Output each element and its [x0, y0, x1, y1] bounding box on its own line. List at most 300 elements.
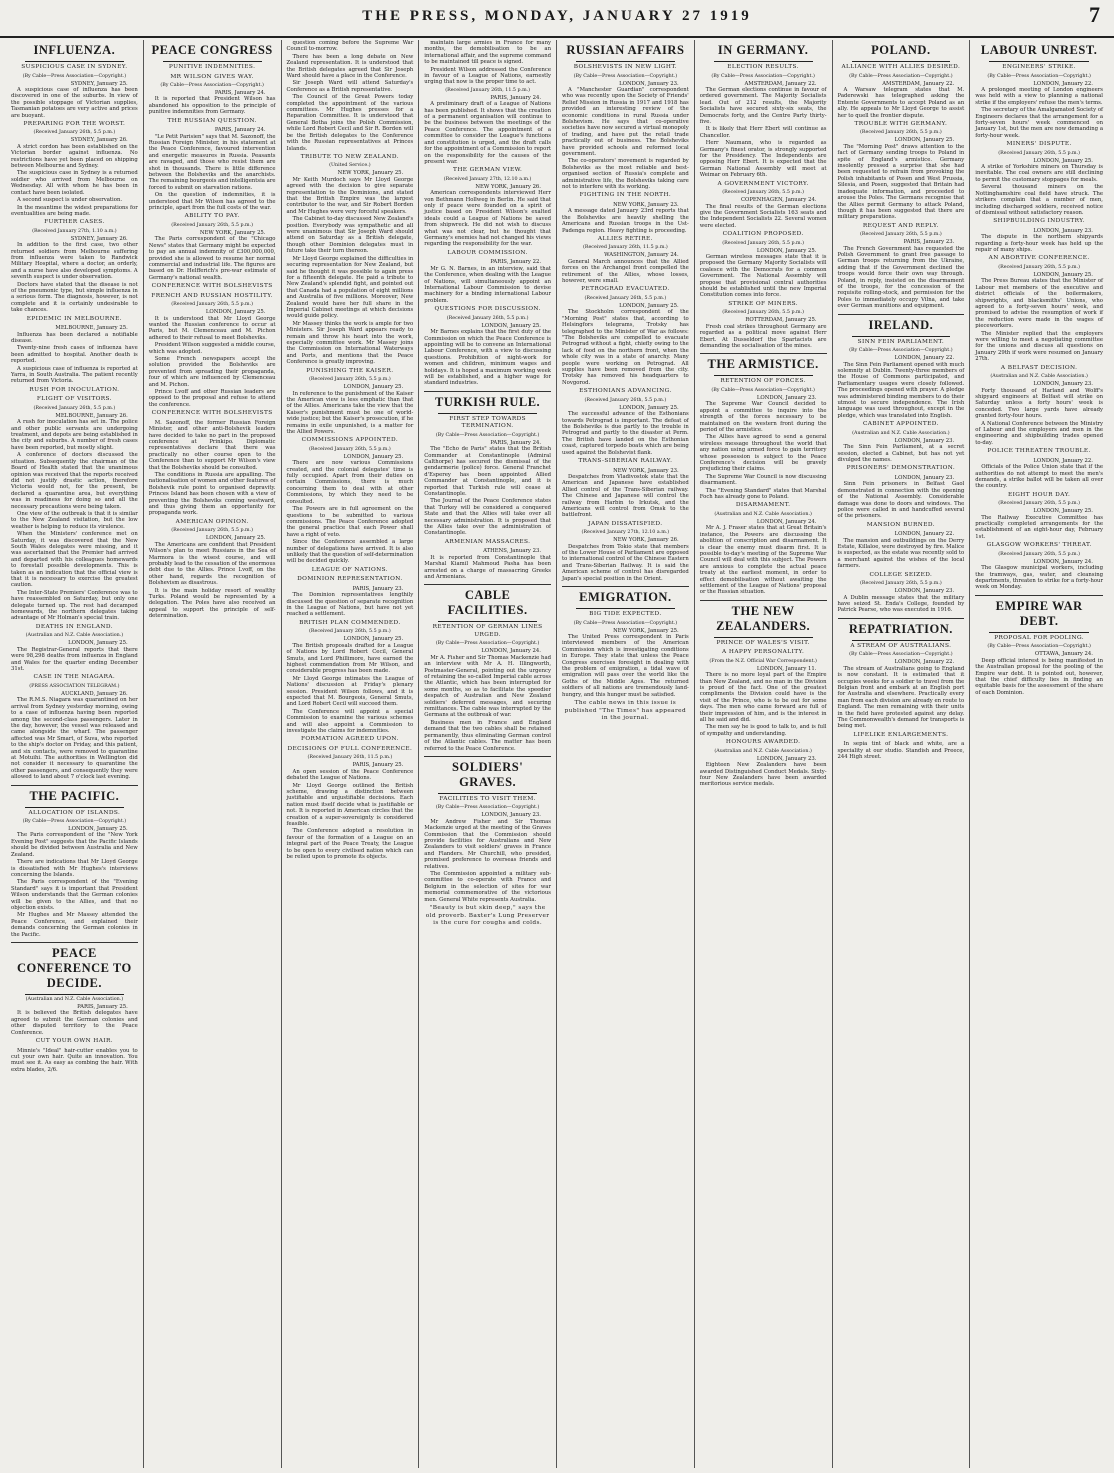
dateline: LONDON, January 22. [1033, 80, 1093, 87]
story-block [287, 567, 414, 575]
dateline: LONDON, January 23. [756, 394, 817, 401]
paragraph: The Minister replied that the employers were willing to meet a negotiating committee for the unions and discuss all questions on January 29th if work were resumed on January 27th. [975, 330, 1103, 363]
cable-credit: (Australian and N.Z. Cable Association.) [25, 996, 124, 1002]
story-block [11, 624, 138, 632]
article-headline: IRELAND. [868, 317, 934, 332]
paragraph: It is reported that President Wilson has abandoned his opposition to the principle of punitive indemnities from Germany. [148, 96, 276, 116]
sub-headline: "Beauty is but skin deep," says the old proverb. Baxter's Lung Preserver is the cure for coughs and colds. [425, 905, 550, 927]
paragraph: On the question of indemnities, it is understood that Mr Wilson has agreed to the principle, apart from the full costs of the war. [148, 192, 276, 211]
paragraph: President Wilson suggested a middle course, which was adopted. [148, 342, 276, 355]
story-block [11, 64, 138, 72]
story-block [424, 306, 551, 314]
story-block [149, 74, 276, 82]
paragraph: A Dublin message states that the military have seized St. Enda's College, founded by Patrick Pearse, who was executed in 1916. [837, 594, 965, 614]
paragraph: The Journal of the Peace Conference states that Turkey will be considered a conquered State and that the Allies will take over all necessary administration. It is proposed that the Allies take over the administration of Constantinople. [424, 498, 551, 537]
paragraph: A rush for inoculation has set in. The police and other public servants are undergoing treatment, and depots are being established in the city and suburbs. A number of fresh cases have been reported, but mostly slight. [11, 419, 138, 451]
sub-headline: MINERS' DISPUTE. [1006, 141, 1072, 148]
paragraph: The final results of the German elections give the Government Socialists 163 seats and the Independent Socialists 22. Several women were elected. [699, 203, 827, 229]
paragraph: The British proposals drafted for a League of Nations by Lord Robert Cecil, General Smuts, and Lord Phillimore, have earned the highest commendation from Mr Wilson, and considerable progress has been made. [286, 642, 414, 675]
story-block [424, 624, 551, 639]
column-5 [557, 40, 695, 1468]
sub-headline: PUNISHING THE KAISER. [306, 367, 394, 374]
sub-headline: COMMISSIONS APPOINTED. [301, 437, 399, 444]
story-block [700, 649, 827, 657]
article [700, 43, 827, 349]
story-block [700, 378, 827, 386]
paragraph: The "Morning Post" draws attention to the fact of Germany sending troops to Poland in spite of England's armistice. Germany insolently pressed a surprise that she had been requested to refrain from provoking the Polish inhabitants of Posen and West Prussia, Silesia, and Posen, suggested that Britain had inadequate information, and proceeded to arouse the Poles. The Germans recognise that the Allies permit Germany to attack Poland, though it has been suggested that there are military preparations. [837, 143, 965, 221]
sub-headline: FACILITIES TO VISIT THEM. [439, 795, 536, 802]
story-block [838, 232, 965, 309]
dateline: WASHINGTON, January 24. [604, 252, 679, 259]
headline-rule [438, 793, 537, 794]
dateline: LONDON, January 24. [756, 518, 817, 525]
dateline: SYDNEY, January 26. [70, 235, 128, 242]
article-headline: POLAND. [871, 43, 931, 57]
dateline: SYDNEY, January 25. [70, 80, 128, 87]
paragraph: A message dated January 23rd reports that the Bolsheviks are heavily shelling the Americans and Russian troops in the Ust-Padenga region. Heavy fighting is proceeding. [562, 208, 689, 234]
sub-headline: CASE IN THE NIAGARA. [33, 674, 116, 681]
column-7 [833, 40, 971, 1468]
dateline: LONDON, January 25. [1033, 508, 1093, 515]
story-block [149, 64, 276, 72]
story-block [700, 74, 827, 179]
story-block [975, 635, 1103, 643]
divider [700, 600, 827, 601]
divider [424, 584, 551, 585]
story-block [562, 245, 689, 284]
dateline: LONDON, January 25. [68, 826, 128, 833]
sub-headline: PUNITIVE INDEMNITIES. [168, 64, 256, 70]
dateline: LONDON, January 25. [619, 302, 679, 309]
story-block [287, 163, 414, 365]
story-block [562, 286, 689, 294]
paragraph: The Cabinet to-day discussed New Zealand's position. Everybody was sympathetic and all were unanimous that Sir Joseph Ward should attend on Saturday as a British delegate, though other Dominion delegates must in future take their turn thereon. [286, 216, 414, 255]
paragraph: Deep official interest is being manifested in the Australian proposal for the pooling of the Empire war debt. It is pointed out, however, that the chief difficulty lies in finding an equitable basis for the assessment of the share of each Dominion. [975, 657, 1103, 696]
sub-headline: PREPARING FOR THE WORST. [23, 120, 126, 127]
story-block [838, 465, 965, 473]
paragraph: The successful advance of the Esthonians towards Petrograd is important. The defeat of the Bolsheviks is due partly to the trouble in Petrograd and partly to the disaster at Perm. The British have landed on the Esthonian coast, captured torpedo boats which are being used against the Bolshevist flank. [562, 411, 689, 456]
article [838, 314, 965, 614]
cable-credit: (Received January 26th, 5.5 p.m.) [309, 377, 391, 383]
story-block [149, 127, 276, 211]
headline-rule [163, 61, 262, 62]
story-block [838, 223, 965, 231]
divider [11, 942, 138, 943]
paragraph: "Le Petit Parisien" says that M. Sazonoff, the Russian Foreign Minister, in his statement at the Peace Conference, favoured intervention and energetic measures in Russia. Peasants are ravaged, and those who resist them are shot in thousands. There is little difference between the Bolsheviks and the anarchists. The remaining bourgeois and intelligentsia are forced to submit on starvation rations. [148, 133, 276, 191]
story-block [700, 739, 827, 747]
story-block [838, 64, 965, 72]
article-headline: REPATRIATION. [848, 621, 953, 636]
dateline: COPENHAGEN, January 24. [740, 197, 817, 204]
story-block [149, 528, 276, 619]
dateline: LONDON, January 23. [894, 474, 955, 481]
article [975, 43, 1103, 591]
story-block [424, 539, 551, 547]
story-block [838, 475, 965, 520]
story-block [838, 741, 965, 760]
cable-credit: (Received January 26th, 5.5 p.m.) [584, 397, 667, 403]
sub-headline: A BELFAST DECISION. [1000, 364, 1078, 371]
headline-rule [25, 61, 124, 62]
story-block [287, 586, 414, 618]
paragraph: There are indications that Mr Lloyd George is dissatisfied with Mr Hughes's interviews concerning the Islands. [11, 859, 138, 878]
article-headline: LABOUR UNREST. [980, 43, 1098, 57]
paragraph: In sepia tint of black and white, are a speciality at our studio. Standish and Preece, 244 High street. [837, 741, 965, 761]
cable-credit: (Received January 26th, 5.5 p.m.) [309, 446, 391, 452]
story-block [838, 421, 965, 429]
paragraph: A strike of Yorkshire miners on Thursday is inevitable. The coal owners are still declining to permit the customary stoppages for meals. [975, 164, 1103, 183]
divider [424, 756, 551, 757]
paragraph: It is the main holiday resort of wealthy Turks. Poland would be represented by a delegation. The Poles have also received an appeal to support the principle of self-determination. [148, 587, 276, 620]
story-block [11, 396, 138, 404]
story-block [838, 522, 965, 530]
cable-credit: (By Cable—Press Association—Copyright.) [711, 387, 815, 393]
cable-credit: (By Cable—Press Association—Copyright.) [160, 83, 264, 88]
headline-rule [852, 336, 951, 337]
story-block [562, 398, 689, 456]
story-block [287, 755, 414, 860]
cable-credit: (By Cable—Press Association—Copyright.) [987, 73, 1091, 79]
article [287, 40, 414, 860]
headline-rule [714, 61, 813, 62]
story-block [975, 228, 1103, 254]
story-block [975, 448, 1103, 456]
article-headline: SOLDIERS' GRAVES. [452, 759, 524, 789]
cable-credit: (Australian and N.Z. Cable Association.) [714, 511, 812, 517]
dateline: NEW YORK, January 23. [613, 467, 679, 474]
sub-headline: SINN FEIN PARLIAMENT. [857, 338, 945, 345]
dateline: ATHENS, January 23. [483, 548, 541, 555]
story-block [975, 644, 1103, 696]
sub-headline: PRISONERS' DEMONSTRATION. [846, 465, 956, 472]
story-block [562, 611, 689, 619]
paragraph: Mr A. J. Fraser states that at Great Britain's instance, the Powers are discussing the abolition of conscription and disarmament. It is clear the enemy must disarm first. It is possible to-day's meeting of the Supreme War Council will deal with this subject. The Powers are anxious to complete the actual peace treaty at the earliest moment, in order to effect demobilisation without awaiting the settlement of the League of Nations' proposal or the Russian situation. [699, 525, 827, 596]
paragraph: There is no more loyal part of the Empire than New Zealand, and no man in the Division is proud of the fact. One of the greatest compliments the Division could have is the visit of the Prince, who is to be out for some days. The men who came forward are full of their impression of him, and is the interest in all he said and did. [699, 672, 827, 724]
article [424, 40, 551, 387]
story-block [838, 339, 965, 347]
dateline: LONDON, January 22. [894, 531, 955, 538]
story-block [838, 74, 965, 119]
sub-headline: FURTHER CASES. [44, 219, 105, 226]
cable-credit: (Received January 26th, 11.5 p.m.) [582, 245, 668, 251]
story-block [424, 88, 551, 165]
story-block [424, 259, 551, 304]
sub-headline: ENGINEERS' STRIKE. [1002, 64, 1076, 70]
paragraph: There are now various Commissions created, and the colonial delegates' time is fully occupied. Apart from their duties on certain Commissions, there is much concerning them to deal with at other Commissions, by which they need to be consulted. [286, 460, 414, 505]
article [424, 584, 551, 752]
cable-credit: (Received January 26th, 5.5 p.m.) [33, 130, 116, 136]
dateline: LONDON, January 25. [205, 309, 266, 316]
dateline: NEW YORK, January 26. [613, 537, 679, 544]
cable-credit: (Received January 27th, 12.10 a.m.) [443, 176, 532, 182]
story-block [562, 296, 689, 386]
article-headline: THE ARMISTICE. [707, 357, 819, 372]
cable-credit: (By Cable—Press Association—Copyright.) [849, 652, 953, 658]
story-block [700, 64, 827, 72]
story-block [562, 621, 689, 698]
story-block [975, 141, 1103, 149]
sub-headline: PROPOSAL FOR POOLING. [994, 634, 1085, 641]
dateline: LONDON, January 23. [1033, 381, 1093, 388]
cable-credit: (Received January 27th, 1.10 a.m.) [32, 228, 117, 234]
paragraph: It is likely that Herr Ebert will continue as Chancellor. [699, 126, 827, 139]
article-headline: INFLUENZA. [33, 43, 116, 57]
sub-headline: ELECTION RESULTS. [727, 64, 799, 70]
story-block [700, 301, 827, 309]
sub-headline: REQUEST AND REPLY. [862, 222, 939, 229]
story-block [700, 749, 827, 788]
paragraph: Prince Lvoff and other Russian leaders are opposed to the proposal and refuse to attend the conference. [148, 389, 276, 408]
column-3 [282, 40, 420, 1468]
paragraph: A Warsaw telegram states that M. Paderewski has telegraphed asking the Entente Governments to accept Poland as an ally. He appeals to Mr Lloyd George to assist her to quell the frontier dispute. [837, 86, 965, 119]
dateline: ROTTERDAM, January 25. [745, 317, 817, 324]
paragraph: Mr Lloyd George intimates the League of Nations' discussion at Friday's plenary session. President Wilson follows, and it is expected that M. Bourgeois, General Smuts, and Lord Robert Cecil will succeed them. [286, 675, 414, 708]
paragraph: Mr Barnes explains that the first duty of the Commission on which the Peace Conference is appointing will be to convene an International Labour Conference, with a view to discussing questions. Prohibition of night-work for women and children, minimum wages and holidays. It is hoped a maximum working week will be established, and a higher wage for standard industries. [424, 329, 551, 387]
paragraph: Despatches from Tokio state that members of the Lower House of Parliament are opposed to international control of the Chinese Eastern and Trans-Siberian Railway. It is said the American scheme of control has disregarded Japan's special position in the Orient. [562, 543, 689, 582]
page-number: 7 [1089, 2, 1100, 27]
cable-credit: (Received January 26th, 5.5 p.m.) [860, 130, 942, 136]
paragraph: The Council of the Great Powers today completed the appointment of the various committees. Mr Hughes presses for a Reparation Committee. It is understood that General Botha joins the Polish Commission, while Lord Robert Cecil and Sir R. Borden will be the British delegates to the Conference with the Russian representatives at Princes Islands. [286, 94, 414, 152]
article [562, 586, 689, 722]
story-block [424, 796, 551, 804]
sub-headline: ABILITY TO PAY. [184, 213, 240, 220]
dateline: MELBOURNE, January 26. [55, 412, 128, 419]
paragraph: Twenty-nine fresh cases of influenza have been admitted to hospital. Another death is reported. [11, 345, 138, 365]
sub-headline: FORMATION AGREED UPON. [300, 736, 399, 743]
sub-headline: THE GERMAN VIEW. [453, 167, 523, 174]
sub-headline: THE RUSSIAN QUESTION. [167, 117, 257, 124]
headline-rule [852, 640, 951, 641]
story-block [700, 241, 827, 299]
cable-credit: (Received January 26th, 5.5 p.m.) [860, 232, 942, 238]
paragraph: A National Conference between the Ministry of Labour and the employers and men in the engineering and shipbuilding trades opened to-day. [975, 420, 1103, 446]
sub-headline: DECISIONS OF FULL CONFERENCE. [287, 745, 413, 752]
paragraph: Mr Hughes and Mr Massey attended the Peace Conference, and explained their demands concerning the German colonies in the Pacific. [11, 912, 138, 938]
dateline: LONDON, January 25. [68, 640, 128, 647]
paragraph: Forty thousand of Harland and Wolff's shipyard engineers at Belfast will strike on Saturday unless a forty hours' week is conceded. Two large yards have already granted forty-four hours. [975, 387, 1103, 420]
story-block [149, 519, 276, 527]
dateline: PARIS, January 24. [214, 90, 266, 96]
story-block [424, 177, 551, 248]
story-block [838, 652, 965, 729]
sub-headline: LEAGUE OF NATIONS. [311, 566, 388, 573]
cable-credit: (By Cable—Press Association—Copyright.) [987, 644, 1091, 650]
paragraph: The suspicious case in Sydney is a returned soldier who arrived from Melbourne on Wednesday. All with whom he has been in contact have been isolated. [11, 170, 138, 196]
dateline: NEW YORK, January 26. [475, 183, 541, 190]
sub-headline: STRIKE OF MINERS. [728, 300, 799, 307]
paragraph: A strict cordon has been established on the Victorian border against influenza. No restrictions have yet been placed on shipping between Melbourne and Sydney. [11, 143, 138, 170]
paragraph: The conditions in Russia are appalling. The nationalisation of women and other features of Bolshevik rule point to organised depravity. Princes Island has been chosen with a view of preventing the Bolsheviks coming westward, and thus giving them an opportunity for propaganda work. [148, 472, 276, 517]
cable-credit: (Received January 26th, 5.5 p.m.) [33, 405, 116, 411]
sub-headline: FRENCH AND RUSSIAN HOSTILITY. [151, 292, 273, 299]
dateline: LONDON, January 25. [756, 247, 817, 254]
story-block [975, 374, 1103, 446]
story-block [838, 572, 965, 580]
dateline: LONDON, January 22. [894, 355, 955, 362]
paragraph: In addition to the first case, two other returned soldiers from Melbourne suffering from influenza were taken to Randwick Military Hospital, where a doctor, an orderly, and a nurse have also developed symptoms. A seventh suspect is under observation. [11, 242, 138, 281]
dateline: SYDNEY, January 26. [70, 137, 128, 144]
cable-credit: (By Cable—Press Association—Copyright.) [22, 819, 127, 825]
article-headline: RUSSIAN AFFAIRS [566, 43, 685, 57]
story-block [11, 316, 138, 324]
paragraph: Fresh coal strikes throughout Germany are regarded as a political move against Herr Ebert. At Dusseldorf the Spartacists are demanding the socialisation of the mines. [699, 323, 827, 349]
article [700, 353, 827, 595]
sub-headline: RETENTION OF GERMAN LINES URGED. [432, 624, 543, 638]
cable-credit: (By Cable—Press Association—Copyright.) [849, 73, 953, 79]
story-block [562, 521, 689, 529]
sub-headline: GLASGOW WORKERS' THREAT. [986, 542, 1092, 549]
story-block [562, 74, 689, 191]
story-block [562, 458, 689, 466]
article [838, 618, 965, 761]
paragraph: A suspicious case of influenza is reported at Yarra, in South Australia. The patient recently returned from Victoria. [11, 365, 138, 385]
paragraph: German wireless messages state that it is proposed the Germany Majority Socialists will coalesce with the Democrats for a common Government. The National Assembly will propose that provisional central authorities should be established until the new Imperial Constitution comes into force. [699, 254, 827, 299]
story-block [424, 40, 551, 86]
dateline: LONDON, January 25. [1033, 271, 1093, 278]
cable-credit: (Received January 26th, 5.5 p.m.) [584, 295, 667, 301]
sub-headline: LABOUR COMMISSION. [447, 249, 528, 256]
paragraph: One view of the outbreak is that it is similar to the New Zealand visitation, but the low weather is helping to reduce its virulence. [11, 510, 138, 530]
sub-headline: CABINET APPOINTED. [862, 421, 939, 428]
story-block [11, 997, 138, 1036]
dateline: AMSTERDAM, January 22. [882, 80, 955, 87]
story-block [424, 433, 551, 537]
dateline: LONDON, January 23. [894, 437, 955, 444]
cable-credit: (Received January 26th, 5.5 p.m.) [722, 310, 804, 316]
dateline: LONDON, January 25. [205, 535, 266, 542]
dateline: AMSTERDAM, January 22. [744, 80, 817, 87]
sub-headline: TRIBUTE TO NEW ZEALAND. [300, 153, 399, 160]
paragraph: The Glasgow municipal workers, including the tramways, gas, water, and cleansing departments, threaten to strike for a forty-hour week on Monday. [975, 565, 1103, 591]
story-block [700, 190, 827, 229]
story-block [11, 674, 138, 682]
article-headline: TURKISH RULE. [435, 394, 541, 409]
sub-headline: RETENTION OF FORCES. [720, 378, 806, 385]
sub-headline: SHIPBUILDING INDUSTRY. [993, 218, 1085, 225]
dateline: LONDON, January 24. [481, 648, 541, 655]
paragraph: The Railway Executive Committee has practically completed arrangements for the establishment of an eight-hour day, February 1st. [975, 514, 1103, 540]
masthead-title: THE PRESS, MONDAY, JANUARY 27 1919 [362, 8, 752, 24]
story-block [287, 620, 414, 628]
story-block [424, 548, 551, 580]
sub-headline: A STREAM OF AUSTRALIANS. [850, 642, 952, 649]
sub-headline: DISARMAMENT. [735, 502, 791, 509]
article-headline: PEACE CONFERENCE TO DECIDE. [17, 945, 132, 990]
dateline: AUCKLAND, January 26. [61, 690, 128, 697]
cable-credit: (United Service.) [329, 163, 371, 169]
divider [838, 314, 965, 315]
sub-headline: DEATHS IN ENGLAND. [35, 623, 113, 630]
dateline: LONDON, January 25. [343, 384, 404, 391]
paragraph: Mr A. Fisher and Sir Thomas Mackenzie had an interview with Mr A. H. Illingworth, Postmaster-General, pointing out the urgency of retaining the so-called Imperial cable across the Atlantic, which has been interrupted for some months, so as to facilitate the speedier despatch of Australian and New Zealand soldiers' deferred messages, and securing remittances. The cable was interrupted by the Germans at the outbreak of war. [424, 654, 551, 719]
dateline: NEW YORK, January 25. [613, 627, 679, 634]
paragraph: The Paris correspondent of the "Evening Standard" says it is important that President Wilson understands that the German colonies will be given to the Allies, and that no objection exists. [11, 879, 138, 911]
story-block [975, 151, 1103, 217]
divider [11, 785, 138, 786]
dateline: LONDON, January 23. [894, 588, 955, 595]
cable-credit: (Received January 26th, 5.5 p.m.) [998, 551, 1080, 557]
article [700, 600, 827, 788]
article-headline: EMPIRE WAR DEBT. [995, 598, 1083, 628]
column-1 [6, 40, 144, 1468]
paragraph: The Powers are in full agreement on the questions to be submitted to various commissions. The Peace Conference adopted the general practice that each Power shall have a right of veto. [286, 506, 414, 538]
dateline: MELBOURNE, January 25. [55, 325, 128, 332]
newspaper-columns [6, 40, 1108, 1468]
sub-headline: BRITISH PLAN COMMENDED. [299, 619, 401, 626]
paragraph: A "Manchester Guardian" correspondent who was recently upon the Society of Friends' Relief Mission in Russia in 1917 and 1918 has provided an interesting review of the economic conditions in rural Russia under Bolshevism. He says that co-operative societies have now secured a virtual monopoly of trading, and have put the retail trade practically out of business. The Bolsheviks have provided schools and reformed local government. [562, 86, 689, 157]
column-6 [695, 40, 833, 1468]
paragraph: The Allies have agreed to send a general wireless message throughout the world that any nation using armed force to gain territory whose possession is subject to the Peace Conference's decision will be gravely prejudicing their claims. [699, 434, 827, 473]
cable-credit: (By Cable—Press Association—Copyright.) [573, 73, 678, 79]
paragraph: The Americans are confident that President Wilson's plan to meet Russians in the Sea of Marmora is the wisest course, and will probably lead to the cessation of the enormous debt due to the Allies. Prince Lvoff, on the other hand, regards the recognition of Bolshevism as disastrous. [148, 541, 276, 587]
paragraph: The "Echo de Paris" states that the British Commander at Constantinople (Admiral Calthorpe) has secured the dismissal of the gendarmerie (police) force. General Franchet d'Esperey has been appointed Allied Commander at Constantinople, and it is reported that Turkish rule will cease at Constantinople. [424, 446, 551, 498]
article [424, 391, 551, 581]
story-block [287, 437, 414, 445]
cable-credit: (Received January 26th, 5.5 p.m.) [860, 581, 942, 587]
divider [700, 353, 827, 354]
sub-headline: TRANS-SIBERIAN RAILWAY. [578, 458, 673, 464]
article [975, 595, 1103, 696]
cable-credit: (PRESS ASSOCIATION TELEGRAM.) [29, 683, 120, 689]
story-block [11, 633, 138, 672]
column-4 [419, 40, 557, 1468]
paragraph: A prolonged meeting of London engineers was held with a view to planning a national strike if the employers' refuse the men's terms. [975, 86, 1103, 106]
dateline: LONDON, January 23. [1033, 227, 1093, 234]
dateline: LONDON, January 24. [1033, 558, 1093, 565]
story-block [700, 502, 827, 510]
paragraph: The "Evening Standard" states that Marshal Foch has already gone to Poland. [699, 487, 827, 500]
sub-headline: BIG TIDE EXPECTED. [589, 611, 662, 618]
sub-headline: ALLIES RETIRE. [597, 235, 653, 242]
story-block [975, 365, 1103, 373]
dateline: LONDON, January 23. [619, 80, 679, 87]
headline-rule [852, 61, 951, 62]
sub-headline: A HAPPY PERSONALITY. [722, 649, 805, 656]
story-block [11, 74, 138, 119]
dateline: PARIS, January 24. [490, 439, 541, 446]
dateline: LONDON, January 25. [894, 137, 955, 144]
sub-headline: JAPAN DISSATISFIED. [588, 520, 663, 527]
paragraph: The Press Bureau states that the Minister of Labour met members of the executive and district officials of the boilermakers, shipwrights, and blacksmiths' Unions, who agreed to a forty-seven hours' week, and promised to advise the resumption of work if the reduction were made in the wages of pieceworkers. [975, 278, 1103, 330]
paragraph: The German elections continue in favour of ordered government. The Majority Socialists lead. Out of 212 results, the Majority Socialists have secured sixty-six seats, the Democrats forty, and the Centre Party thirty-five. [699, 86, 827, 125]
story-block [149, 283, 276, 291]
divider [838, 618, 965, 619]
sub-headline: TROUBLE WITH GERMANY. [854, 120, 948, 127]
story-block [562, 700, 689, 723]
sub-headline: SUSPICIOUS CASE IN SYDNEY. [21, 64, 128, 70]
dateline: LONDON, January 25. [343, 636, 404, 643]
story-block [287, 736, 414, 744]
column-8 [970, 40, 1108, 1468]
story-block [700, 310, 827, 349]
story-block [700, 388, 827, 501]
story-block [149, 213, 276, 221]
paragraph: An open session of the Peace Conference debated the League of Nations. [286, 768, 414, 782]
paragraph: It is believed the British delegates have agreed to submit the German colonies and other disputed territory to the Peace Conference. [11, 1010, 138, 1036]
headline-rule [576, 608, 675, 609]
cable-credit: (Received January 26th, 5.5 p.m.) [998, 150, 1080, 156]
article [838, 43, 965, 310]
paragraph: The Supreme War Council decided to appoint a committee to inquire into the strength of the forces necessary to be maintained on the western front during the period of the armistice. [699, 401, 827, 433]
paragraph: The dispute in the northern shipyards regarding a forty-hour week has held up the repair of many ships. [975, 234, 1103, 254]
paragraph: Mr Massey thinks the work is ample for two Ministers. Sir Joseph Ward appears ready to remain and throw his heart into the work, especially committee work. Mr Massey joins the Commission on International Waterways and Ports, and mentions that the Peace Conference is greatly improving. [286, 320, 414, 366]
story-block [975, 492, 1103, 500]
paragraph: Doctors have stated that the disease is not of the pneumonic type, but simple influenza in a serious form. The diagnosis, however, is not complete and it is certainly undesirable to take chances. [11, 281, 138, 314]
dateline: LONDON, January 22. [1033, 457, 1093, 464]
sub-headline: BOLSHEVISTS IN NEW LIGHT. [573, 64, 678, 70]
paragraph: The Sinn Fein Parliament opened with much solemnity at Dublin. Twenty-three members of the House of Commons participated, and Parliamentary usages were closely followed. The proceedings opened with prayer. A pledge was administered binding members to do their utmost to secure independence. The Irish language was used throughout, except in the pledge, which was translated into English. [837, 361, 965, 419]
paragraph: The Stockholm correspondent of the "Morning Post" states that, according to Helsingfors telegrams, Trotsky has telegraphed to the Minister of War as follows: "The Bolsheviks are compelled to evacuate Petrograd without a fight, chiefly owing to the lack of food on the northern front, when the whole city was in a state of anarchy. Many people were working on Petrograd. All supplies have been removed from the city. Trotsky has removed his headquarters to Novgorod. [562, 309, 689, 386]
